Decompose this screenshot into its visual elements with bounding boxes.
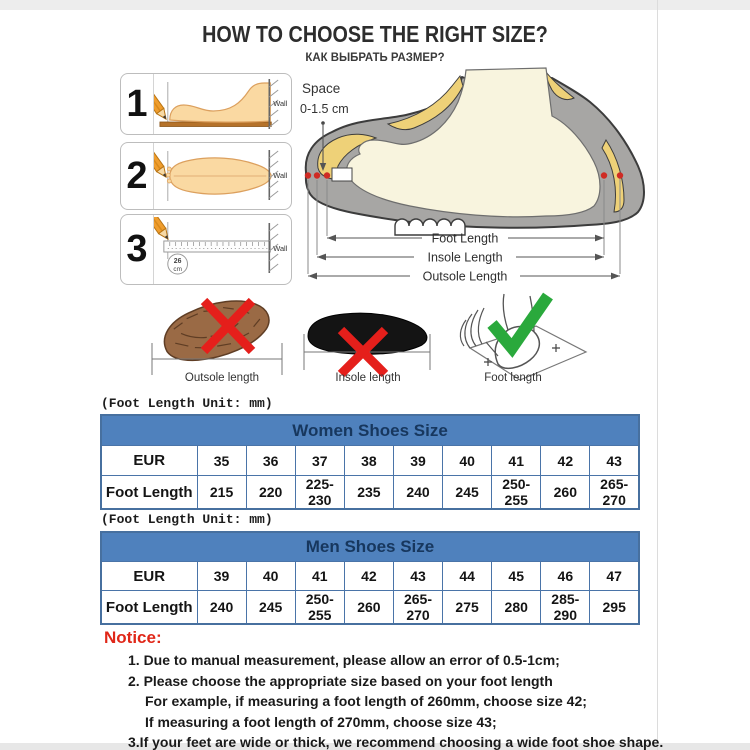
pencil-icon xyxy=(154,88,170,122)
space-value: 0-1.5 cm xyxy=(300,102,349,116)
length-cell: 265-270 xyxy=(393,591,442,625)
size-cell: 41 xyxy=(492,446,541,476)
page-subtitle: КАК ВЫБРАТЬ РАЗМЕР? xyxy=(305,50,445,64)
table-title-row xyxy=(101,532,639,562)
size-cell: 35 xyxy=(197,446,246,476)
insole-length-label: Insole Length xyxy=(427,250,503,265)
table-title-row xyxy=(101,415,639,446)
length-cell: 260 xyxy=(344,591,393,625)
insole-method-label: Insole length xyxy=(335,372,401,384)
pencil-icon xyxy=(154,217,172,242)
outsole-method-label: Outsole length xyxy=(184,372,260,384)
size-cell: 43 xyxy=(393,562,442,591)
length-cell: 285-290 xyxy=(541,591,590,625)
step-1-number: 1 xyxy=(121,74,154,134)
step-2-box xyxy=(120,142,292,210)
length-cell: 280 xyxy=(492,591,541,625)
men-size-table xyxy=(100,531,640,625)
notice-line: 3.If your feet are wide or thick, we recommend choosing a wide foot shoe shape. xyxy=(128,734,664,750)
step-2-top-foot-diagram xyxy=(154,145,290,207)
step-3-box xyxy=(120,214,292,285)
toe-space-gap xyxy=(332,168,352,181)
board xyxy=(160,122,271,127)
ruler-unit: cm xyxy=(173,265,182,274)
notice-line: For example, if measuring a foot length of 260mm, choose size 42; xyxy=(145,693,587,709)
step-2-number: 2 xyxy=(121,143,154,209)
size-cell: 44 xyxy=(443,562,492,591)
step-3-number: 3 xyxy=(121,215,154,284)
foot-length-label: Foot Length xyxy=(431,231,499,246)
ruler-value: 26 xyxy=(173,257,182,266)
length-cell: 225-230 xyxy=(295,476,344,510)
women-size-table xyxy=(100,414,640,510)
size-cell: 42 xyxy=(541,446,590,476)
outsole-length-label: Outsole Length xyxy=(422,269,508,284)
foot-measure-icon xyxy=(436,290,590,384)
length-cell: 260 xyxy=(541,476,590,510)
size-cell: 42 xyxy=(344,562,393,591)
size-cell: 36 xyxy=(246,446,295,476)
step-1-box xyxy=(120,73,292,135)
size-cell: 39 xyxy=(393,446,442,476)
step-3-ruler-diagram xyxy=(154,217,290,282)
length-cell: 250-255 xyxy=(295,591,344,625)
size-cell: 40 xyxy=(246,562,295,591)
size-cell: 43 xyxy=(590,446,639,476)
table-length-row xyxy=(101,476,639,510)
insole-icon xyxy=(300,306,436,378)
photo-top-edge xyxy=(0,0,750,10)
row-header-eur: EUR xyxy=(101,446,197,476)
outsole-icon xyxy=(146,297,294,375)
foot-side-view xyxy=(170,83,271,122)
shoe-cross-section-diagram xyxy=(300,62,660,300)
length-cell: 265-270 xyxy=(590,476,639,510)
size-cell: 45 xyxy=(492,562,541,591)
table-size-row xyxy=(101,446,639,476)
size-cell: 41 xyxy=(295,562,344,591)
length-cell: 240 xyxy=(197,591,246,625)
length-cell: 250-255 xyxy=(492,476,541,510)
table-title: Men Shoes Size xyxy=(101,532,639,562)
notice-line: If measuring a foot length of 270mm, choose size 43; xyxy=(145,713,497,730)
size-cell: 37 xyxy=(295,446,344,476)
length-cell: 295 xyxy=(590,591,639,625)
row-header-foot-length: Foot Length xyxy=(101,591,197,625)
row-header-eur: EUR xyxy=(101,562,197,591)
size-cell: 38 xyxy=(344,446,393,476)
unit-note-women: (Foot Length Unit: mm) xyxy=(101,396,273,411)
table-title: Women Shoes Size xyxy=(101,415,639,446)
length-cell: 240 xyxy=(393,476,442,510)
notice-list xyxy=(104,650,664,750)
notice-heading: Notice: xyxy=(104,628,162,647)
size-cell: 39 xyxy=(197,562,246,591)
length-cell: 245 xyxy=(246,591,295,625)
size-cell: 46 xyxy=(541,562,590,591)
notice-line: 1. Due to manual measurement, please allow an error of 0.5-1cm; xyxy=(128,652,560,668)
step-1-side-foot-diagram xyxy=(154,76,290,132)
space-label: Space xyxy=(302,81,341,96)
row-header-foot-length: Foot Length xyxy=(101,476,197,510)
length-cell: 215 xyxy=(197,476,246,510)
wall-label: Wall xyxy=(273,243,288,254)
size-cell: 40 xyxy=(443,446,492,476)
notice-line: 2. Please choose the appropriate size based on your foot length xyxy=(128,672,553,689)
length-cell: 245 xyxy=(443,476,492,510)
length-cell: 275 xyxy=(443,591,492,625)
wall-label: Wall xyxy=(273,170,288,181)
wall-label: Wall xyxy=(273,98,288,109)
page-title: HOW TO CHOOSE THE RIGHT SIZE? xyxy=(202,21,548,47)
unit-note-men: (Foot Length Unit: mm) xyxy=(101,512,273,527)
table-length-row xyxy=(101,591,639,625)
foot-method-label: Foot length xyxy=(484,372,542,384)
length-cell: 220 xyxy=(246,476,295,510)
length-cell: 235 xyxy=(344,476,393,510)
size-cell: 47 xyxy=(590,562,639,591)
table-size-row xyxy=(101,562,639,591)
